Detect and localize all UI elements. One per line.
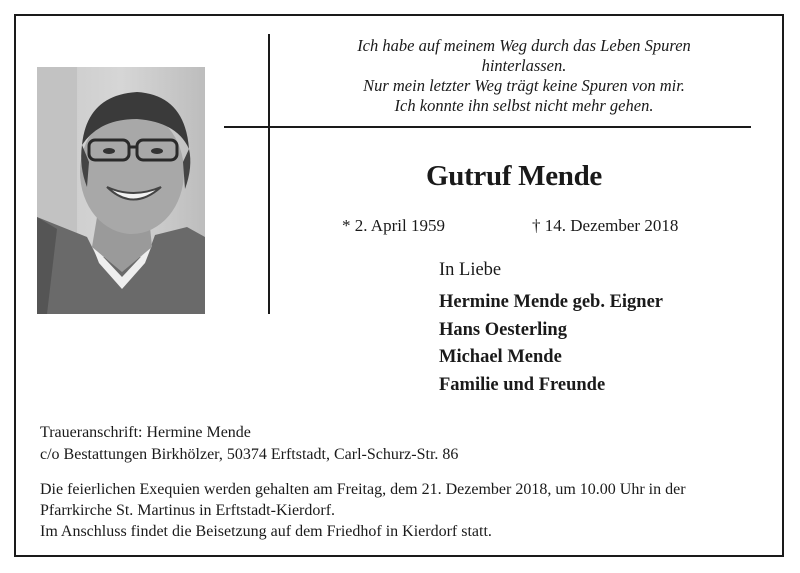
service-line: Die feierlichen Exequien werden gehalten am Freitag, dem 21. Dezember 2018, um 10.00 Uhr in der bbox=[40, 481, 686, 498]
motto-line: hinterlassen. bbox=[481, 56, 567, 75]
mourner-name: Familie und Freunde bbox=[439, 374, 606, 395]
address-line: Traueranschrift: Hermine Mende bbox=[40, 424, 251, 441]
portrait-photo-icon bbox=[37, 67, 205, 314]
mourner-name: Hans Oesterling bbox=[439, 319, 567, 340]
cross-vertical-bar bbox=[268, 34, 270, 314]
deceased-name: Gutruf Mende bbox=[425, 160, 603, 192]
address-line: c/o Bestattungen Birkhölzer, 50374 Erftstadt, Carl-Schurz-Str. 86 bbox=[40, 446, 459, 463]
service-line: Im Anschluss findet die Beisetzung auf dem Friedhof in Kierdorf statt. bbox=[40, 523, 492, 540]
mourner-name: Hermine Mende geb. Eigner bbox=[439, 292, 664, 312]
cross-horizontal-bar bbox=[224, 126, 751, 128]
birth-date: * 2. April 1959 bbox=[342, 216, 445, 235]
portrait-photo bbox=[37, 67, 205, 314]
motto-quote bbox=[300, 36, 748, 116]
death-date: † 14. Dezember 2018 bbox=[532, 216, 679, 235]
mourners-intro: In Liebe bbox=[439, 260, 502, 280]
mourning-address bbox=[40, 422, 458, 466]
motto-line: Ich habe auf meinem Weg durch das Leben Spuren bbox=[357, 36, 691, 55]
motto-line: Nur mein letzter Weg trägt keine Spuren von mir. bbox=[363, 76, 685, 95]
motto-line: Ich konnte ihn selbst nicht mehr gehen. bbox=[394, 96, 654, 115]
mourners-list bbox=[439, 289, 663, 399]
service-line: Pfarrkirche St. Martinus in Erftstadt-Kierdorf. bbox=[40, 502, 336, 519]
service-details bbox=[40, 479, 686, 542]
mourner-name: Michael Mende bbox=[439, 347, 562, 367]
